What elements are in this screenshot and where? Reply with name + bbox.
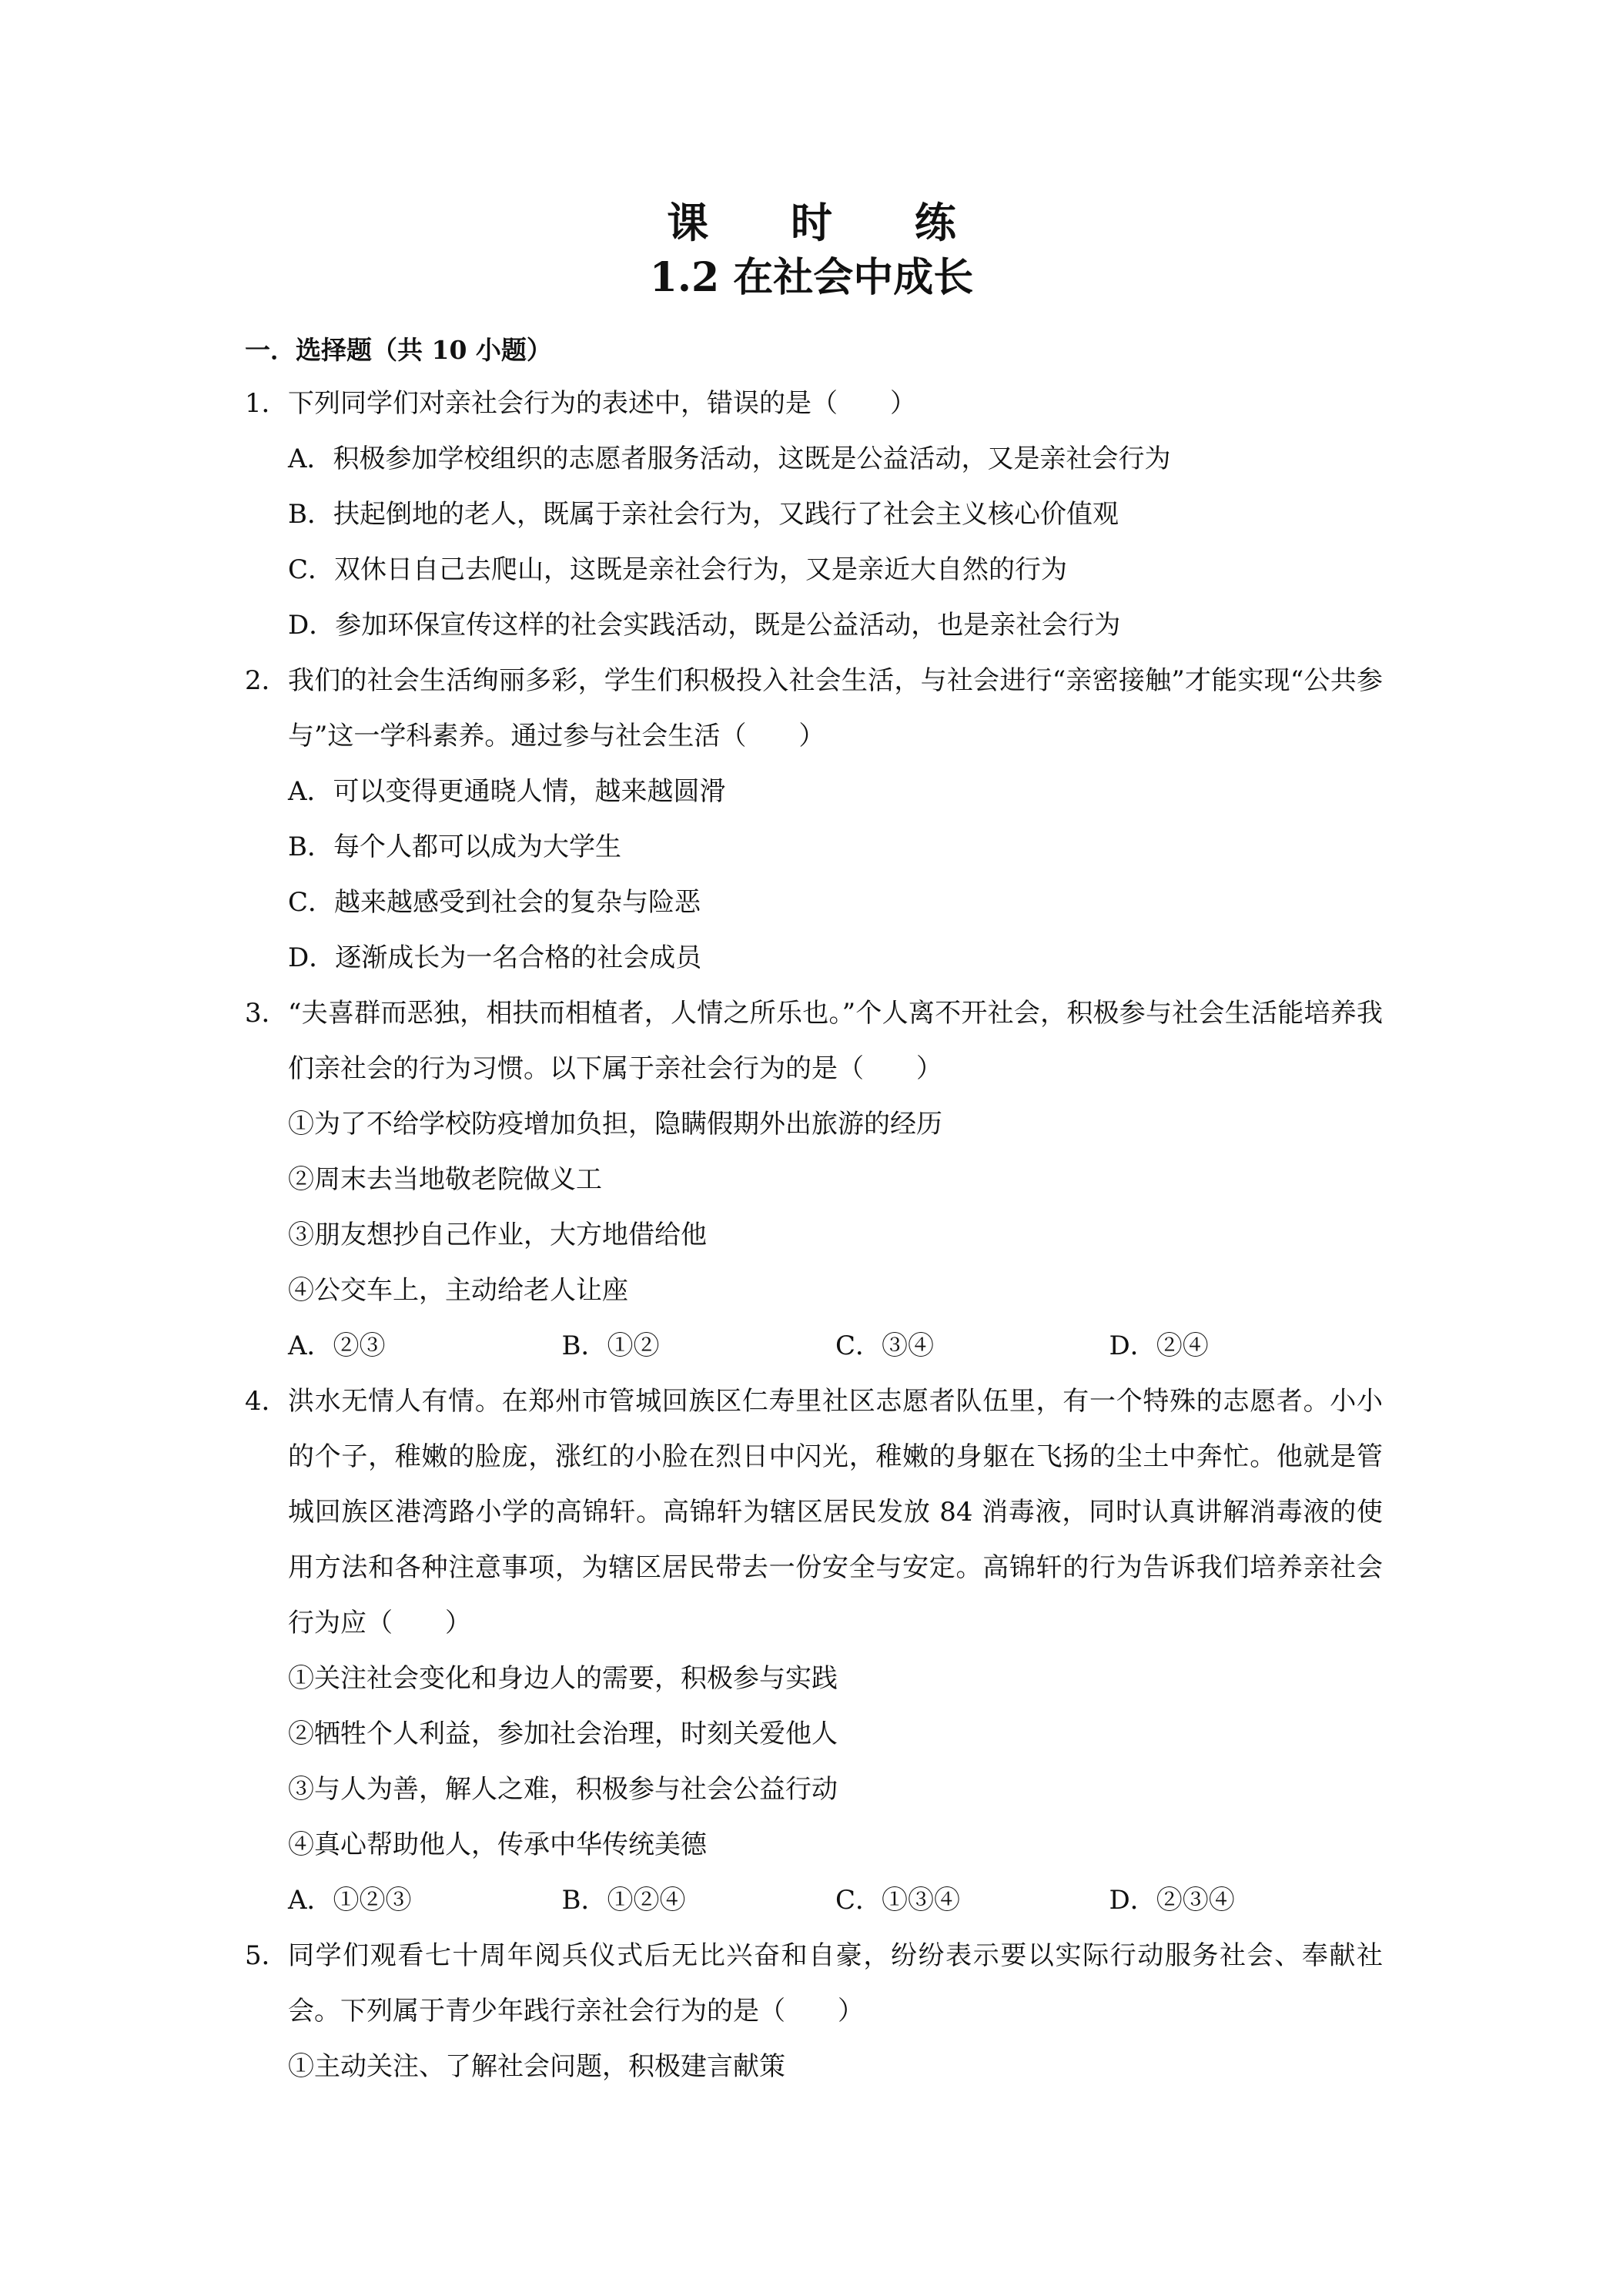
option-d: D．参加环保宣传这样的社会实践活动，既是公益活动，也是亲社会行为: [288, 610, 1121, 641]
answer-choices: [245, 1873, 1383, 1928]
choice-a: A．①②③: [288, 1885, 412, 1916]
answer-choices: [245, 1318, 1383, 1374]
question-stem: [245, 1928, 1383, 2039]
statement-1: ①为了不给学校防疫增加负担，隐瞒假期外出旅游的经历: [288, 1109, 942, 1140]
statement-4: ④真心帮助他人，传承中华传统美德: [288, 1829, 707, 1860]
statement-1: ①主动关注、了解社会问题，积极建言献策: [288, 2051, 785, 2082]
choice-b: B．①②④: [561, 1885, 686, 1916]
page-title: 课 时 练: [667, 198, 990, 247]
option-c: C．越来越感受到社会的复杂与险恶: [288, 887, 701, 918]
choice-a: A．②③: [288, 1330, 386, 1361]
question-text: 我们的社会生活绚丽多彩，学生们积极投入社会生活，与社会进行“亲密接触”才能实现“公共参与”这一学科素养。通过参与社会生活（ ）: [288, 665, 1383, 751]
statement-2: ②周末去当地敬老院做义工: [288, 1164, 602, 1195]
question-number: 3．: [245, 998, 288, 1029]
statement-3: ③朋友想抄自己作业，大方地借给他: [288, 1220, 707, 1250]
question-number: 2．: [245, 665, 288, 696]
question-stem: [245, 1374, 1383, 1651]
statement-1: ①关注社会变化和身边人的需要，积极参与实践: [288, 1663, 838, 1694]
choice-d: D．②④: [1109, 1330, 1209, 1361]
option-c: C．双休日自己去爬山，这既是亲社会行为，又是亲近大自然的行为: [288, 554, 1068, 585]
question-stem: [245, 376, 1383, 431]
question-text: 同学们观看七十周年阅兵仪式后无比兴奋和自豪，纷纷表示要以实际行动服务社会、奉献社会。下列属于青少年践行亲社会行为的是（ ）: [288, 1940, 1383, 2027]
statement-4: ④公交车上，主动给老人让座: [288, 1275, 628, 1306]
option-a: A．积极参加学校组织的志愿者服务活动，这既是公益活动，又是亲社会行为: [288, 443, 1171, 474]
option-a: A．可以变得更通晓人情，越来越圆滑: [288, 776, 726, 807]
question-2: [245, 653, 1383, 986]
question-stem: [245, 986, 1383, 1096]
question-number: 4．: [245, 1386, 288, 1417]
question-4: [245, 1374, 1383, 1928]
choice-d: D．②③④: [1109, 1885, 1235, 1916]
section-heading: 一．选择题（共 10 小题）: [245, 335, 552, 365]
question-number: 5．: [245, 1940, 288, 1971]
question-1: [245, 376, 1383, 653]
question-text: 下列同学们对亲社会行为的表述中，错误的是（ ）: [288, 388, 916, 419]
statement-2: ②牺牲个人利益，参加社会治理，时刻关爱他人: [288, 1719, 838, 1749]
choice-c: C．③④: [835, 1330, 935, 1361]
lesson-title: 1.2 在社会中成长: [649, 254, 974, 301]
question-3: [245, 986, 1383, 1374]
option-d: D．逐渐成长为一名合格的社会成员: [288, 942, 702, 973]
option-b: B．每个人都可以成为大学生: [288, 832, 621, 862]
question-number: 1．: [245, 388, 288, 419]
choice-b: B．①②: [561, 1330, 660, 1361]
option-b: B．扶起倒地的老人，既属于亲社会行为，又践行了社会主义核心价值观: [288, 499, 1119, 530]
question-text: “夫喜群而恶独，相扶而相植者，人情之所乐也。”个人离不开社会，积极参与社会生活能培养我们亲社会的行为习惯。以下属于亲社会行为的是（ ）: [288, 998, 1383, 1084]
choice-c: C．①③④: [835, 1885, 961, 1916]
statement-3: ③与人为善，解人之难，积极参与社会公益行动: [288, 1774, 838, 1805]
question-5: [245, 1928, 1383, 2094]
question-text: 洪水无情人有情。在郑州市管城回族区仁寿里社区志愿者队伍里，有一个特殊的志愿者。小小的个子，稚嫩的脸庞，涨红的小脸在烈日中闪光，稚嫩的身躯在飞扬的尘土中奔忙。他就是管城回族区港湾路小学的高锦轩。高锦轩为辖区居民发放 84 消毒液，同时认真讲解消毒液的使用方法和各种注意事项，为辖区居民带去一份安全与安定。高锦轩的行为告诉我们培养亲社会行为应（ ）: [288, 1386, 1383, 1638]
question-stem: [245, 653, 1383, 764]
